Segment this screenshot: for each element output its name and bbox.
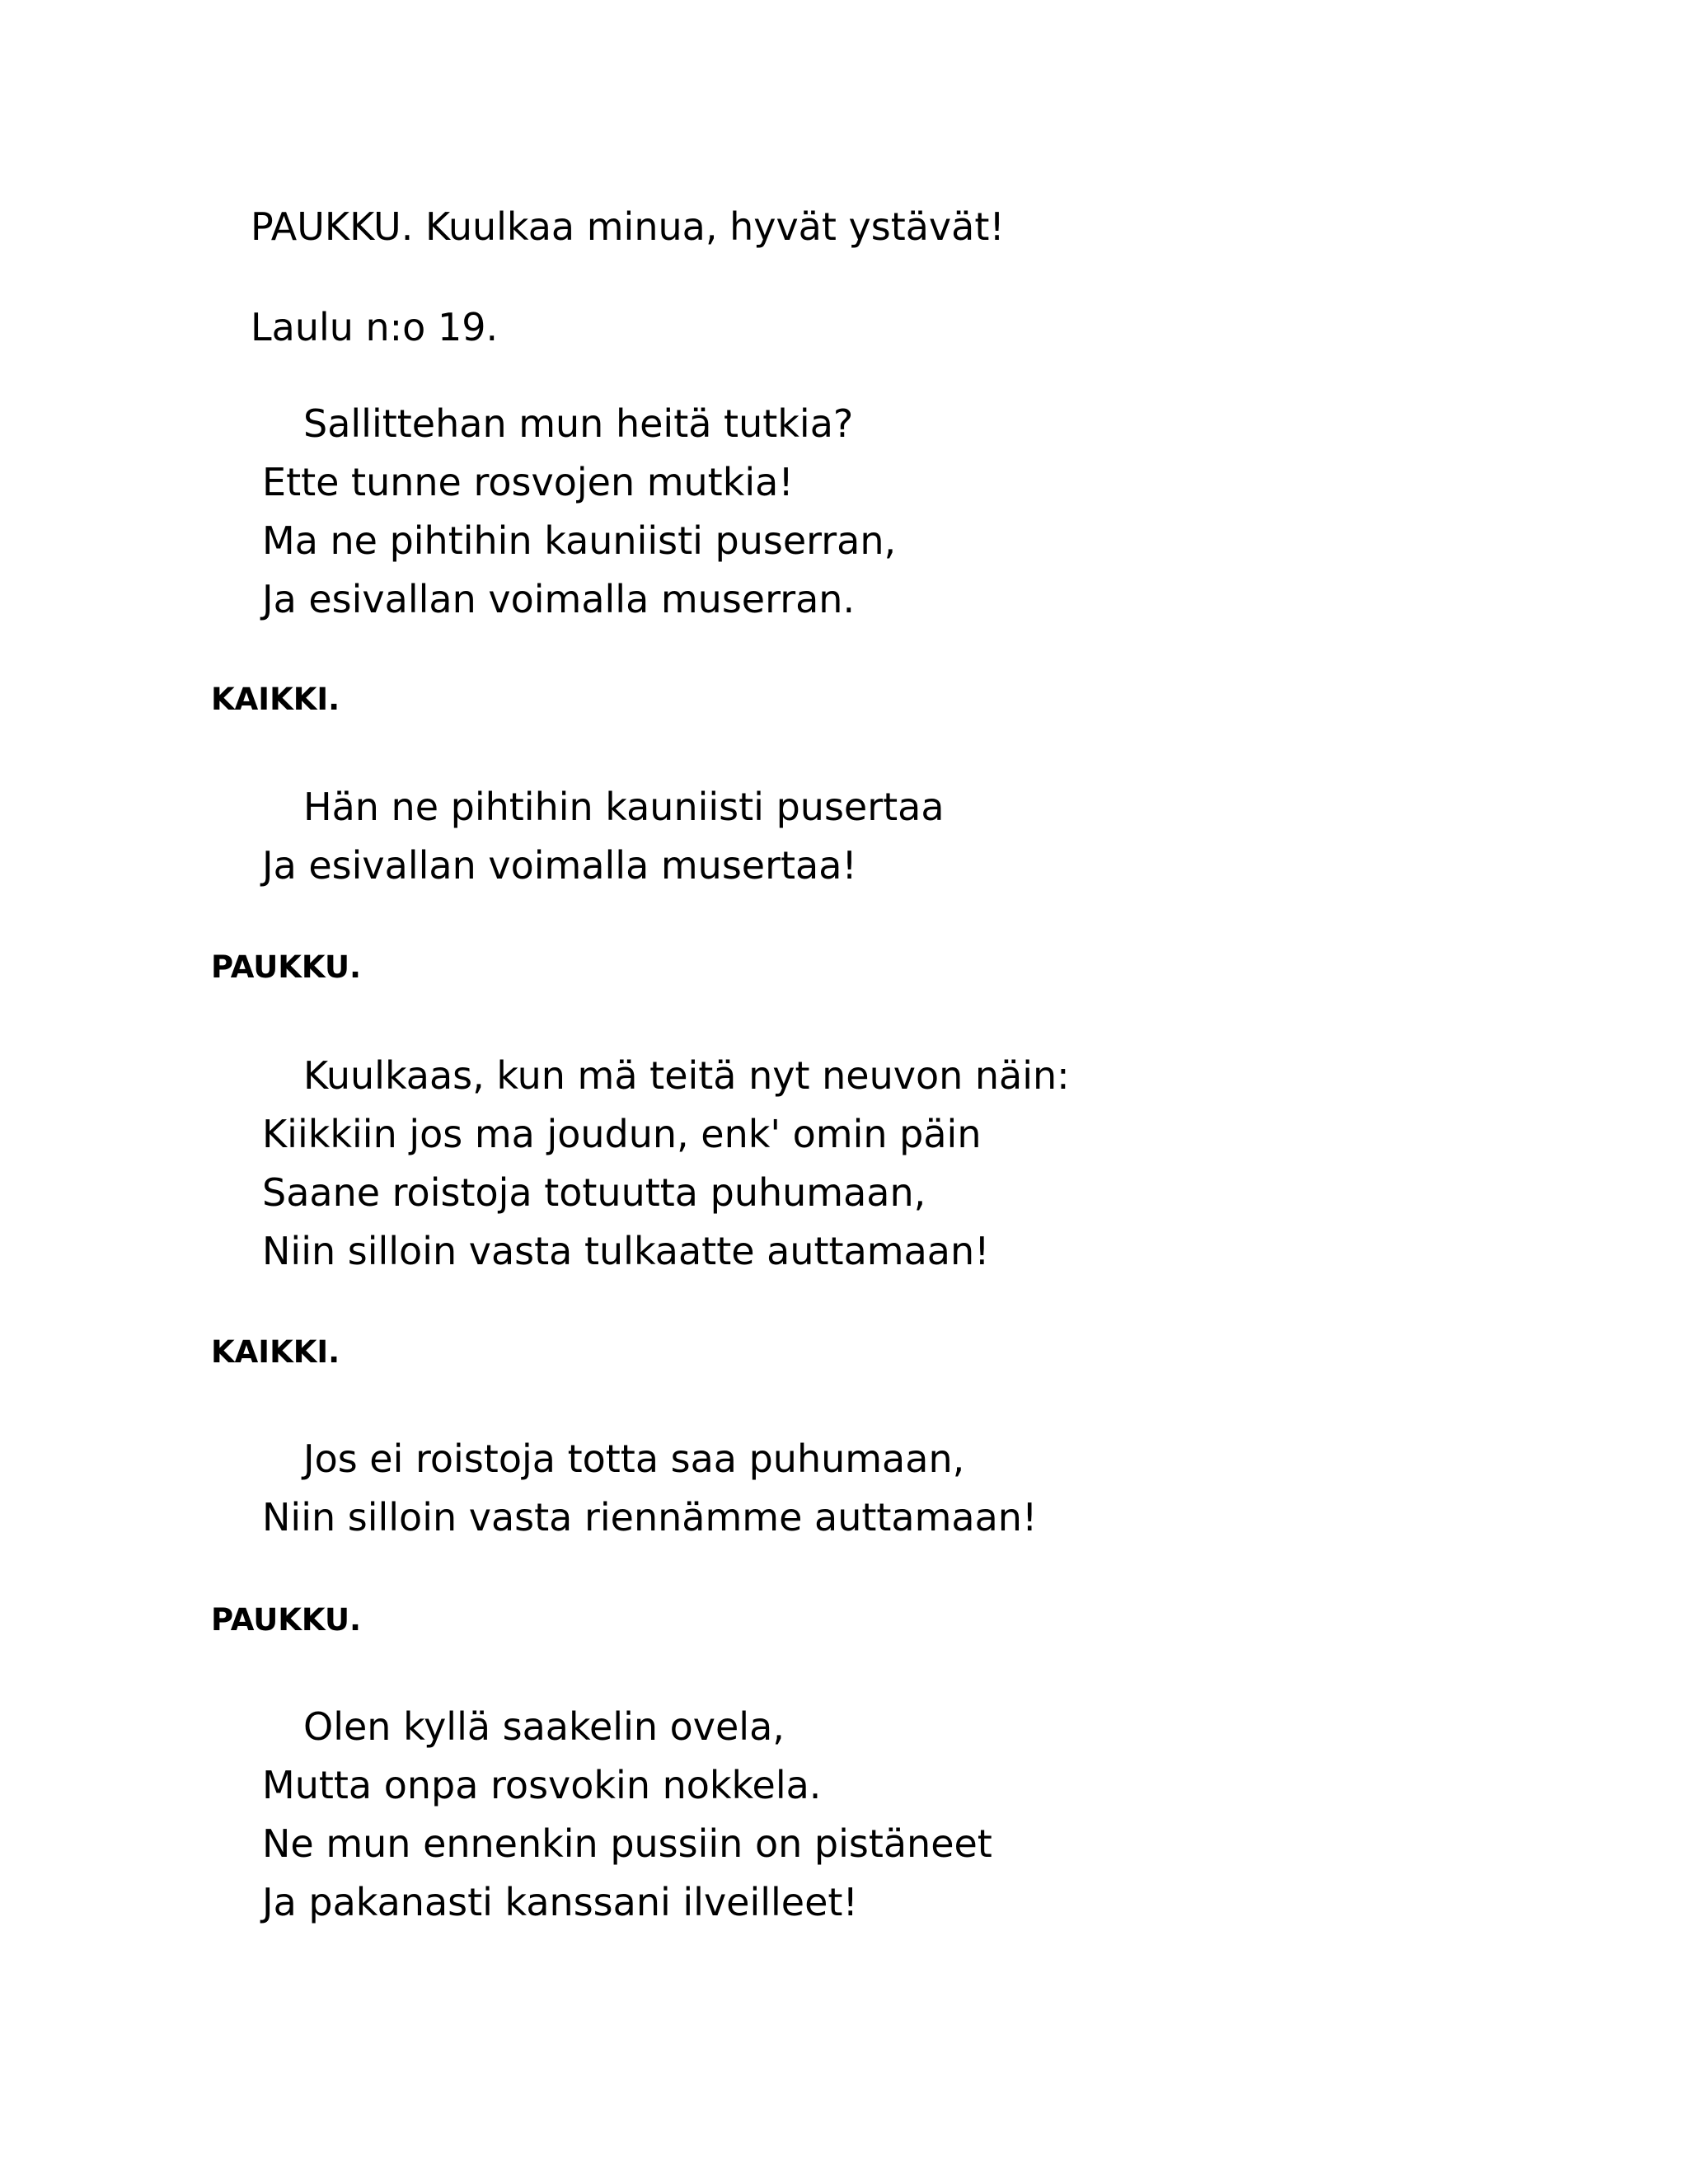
verse-line: Kuulkaas, kun mä teitä nyt neuvon näin: <box>303 1053 1070 1098</box>
verse-line: Ja esivallan voimalla muserran. <box>262 577 856 621</box>
verse-line: Ja pakanasti kanssani ilveilleet! <box>262 1880 858 1924</box>
verse-line: Saane roistoja totuutta puhumaan, <box>262 1170 926 1215</box>
verse-line: Ja esivallan voimalla musertaa! <box>262 843 857 888</box>
verse-line: Jos ei roistoja totta saa puhumaan, <box>303 1436 965 1481</box>
verse-line: Niin silloin vasta riennämme auttamaan! <box>262 1495 1038 1540</box>
speaker-label: KAIKKI. <box>211 682 340 717</box>
verse-line: Sallittehan mun heitä tutkia? <box>303 401 854 446</box>
verse-line: Ette tunne rosvojen mutkia! <box>262 460 794 504</box>
stanza-4 <box>262 1430 1037 1547</box>
stanza-5 <box>262 1698 992 1932</box>
stanza-2 <box>262 778 945 895</box>
song-number: Laulu n:o 19. <box>251 305 499 349</box>
verse-line: Kiikkiin jos ma joudun, enk' omin päin <box>262 1112 982 1156</box>
verse-line: Ne mun ennenkin pussiin on pistäneet <box>262 1821 992 1866</box>
speaker-label: PAUKKU. <box>211 949 362 985</box>
stanza-3 <box>262 1047 1070 1281</box>
verse-line: Niin silloin vasta tulkaatte auttamaan! <box>262 1229 990 1273</box>
verse-line: Ma ne pihtihin kauniisti puserran, <box>262 518 897 563</box>
intro-speech: PAUKKU. Kuulkaa minua, hyvät ystävät! <box>251 204 1005 249</box>
speaker-label: KAIKKI. <box>211 1334 340 1370</box>
verse-line: Mutta onpa rosvokin nokkela. <box>262 1763 822 1807</box>
stanza-1 <box>262 395 896 629</box>
verse-line: Hän ne pihtihin kauniisti pusertaa <box>303 785 945 829</box>
verse-line: Olen kyllä saakelin ovela, <box>303 1704 785 1749</box>
speaker-label: PAUKKU. <box>211 1602 362 1638</box>
